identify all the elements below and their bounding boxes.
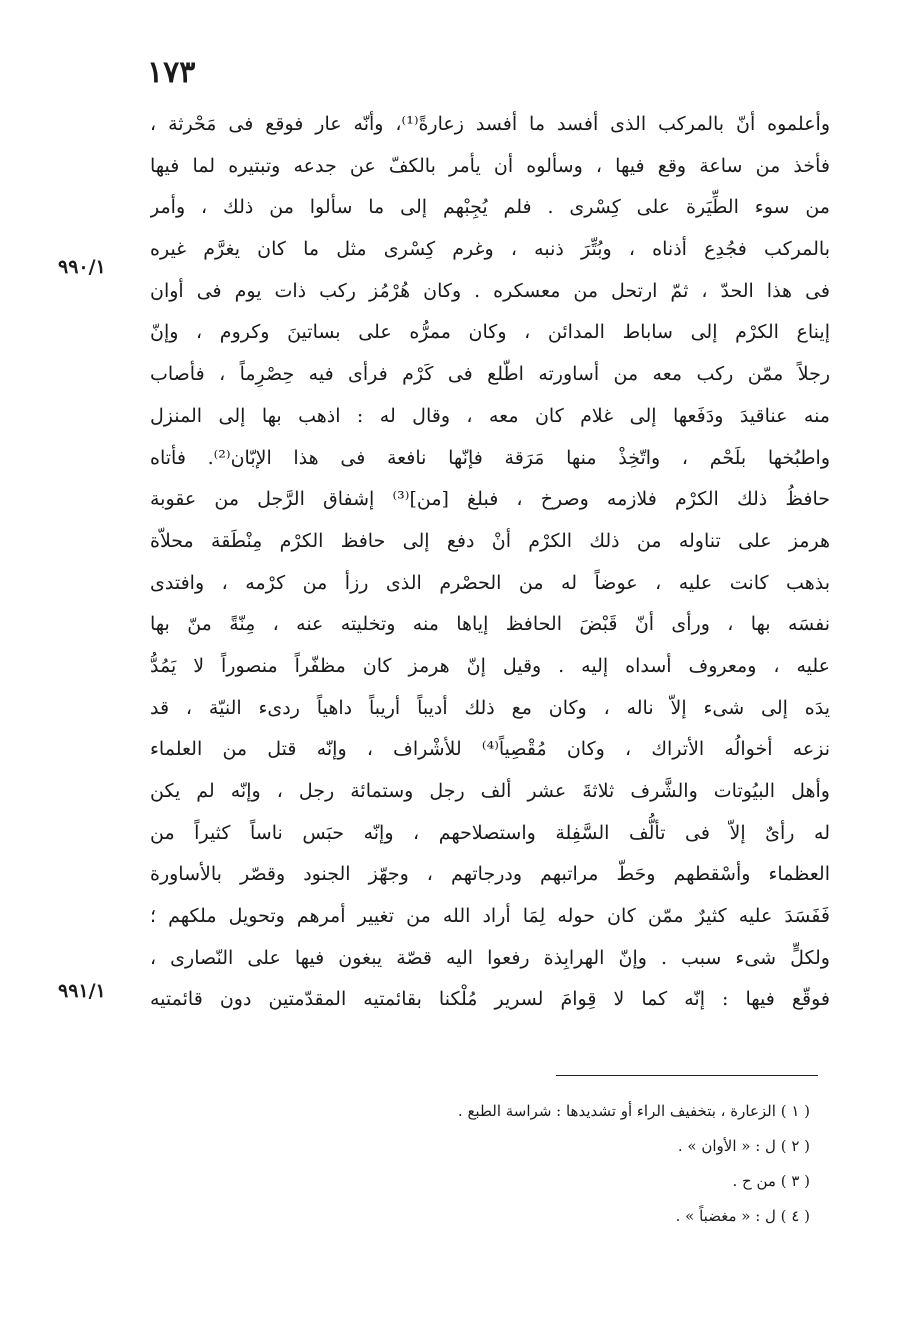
text-line: من سوء الطِّيَرة على كِسْرى . فلم يُجِبْهم إلى ما سألوا من ذلك ، وأمر bbox=[150, 196, 830, 219]
footnote-4: ( ٤ ) ل : « مغضباً » . bbox=[675, 1207, 810, 1225]
text-line: رجلاً ممّن ركب معه من أساورته اطّلع فى كَرْم فرأى فيه حِصْرِماً ، فأصاب bbox=[150, 363, 830, 386]
text-line: ولكلٍّ شىء سبب . وإنّ الهرابِذة رفعوا اليه قصّة يبغون فيها على النّصارى ، bbox=[150, 946, 830, 969]
margin-reference-2: ٩٩١/١ bbox=[58, 980, 106, 1002]
text-line: فَفَسَدَ عليه كثيرٌ ممّن كان حوله لِمَا أراد الله من تغيير أمرهم وتحويل ملكهم ؛ bbox=[150, 905, 830, 928]
text-line: بالمركب فجُدِع أذناه ، وبُتِّرَ ذنبه ، وغرم كِسْرى مثل ما كان يغرَّم غيره bbox=[150, 238, 830, 261]
footnote-2: ( ٢ ) ل : « الأوان » . bbox=[677, 1137, 810, 1155]
text-line: عليه ، ومعروف أسداه إليه . وقيل إنّ هرمز كان مظفّراً منصوراً لا يَمُدُّ bbox=[150, 654, 830, 677]
text-line: واطبُخها بلَحْم ، واتّخِذْ منها مَرَقة فإنّها نافعة فى هذا الإبّان⁽²⁾. فأتاه bbox=[150, 446, 830, 469]
page-number: ١٧٣ bbox=[147, 55, 196, 90]
text-line: هرمز على تناوله من ذلك الكرْم أنْ دفع إلى حافظ الكرْم مِنْطَقة محلاّة bbox=[150, 529, 830, 552]
text-line: العظماء وأسْقطهم وحَطّ مراتبهم ودرجاتهم ، وجهّز الجنود وقصّر بالأساورة bbox=[150, 863, 830, 886]
main-text bbox=[150, 104, 830, 1021]
margin-reference-1: ٩٩٠/١ bbox=[58, 256, 106, 278]
text-line: له رأىٌ إلاّ فى تألُّف السَّفِلة واستصلاحهم ، وإنّه حبَس ناساً كثيراً من bbox=[150, 821, 830, 844]
text-line: فأخذ من ساعة وقع فيها ، وسألوه أن يأمر بالكفّ عن جدعه وتبتيره لما فيها bbox=[150, 154, 830, 177]
text-line: نزعه أخوالُه الأتراك ، وكان مُقْصِياً⁽⁴⁾ للأشْراف ، وإنّه قتل من العلماء bbox=[150, 738, 830, 761]
footnote-3: ( ٣ ) من ح . bbox=[732, 1172, 810, 1190]
footnote-1: ( ١ ) الزعارة ، بتخفيف الراء أو تشديدها : شراسة الطبع . bbox=[457, 1102, 810, 1120]
text-line: وأعلموه أنّ بالمركب الذى أفسد ما أفسد زعارةً⁽¹⁾، وأنّه عار فوقع فى مَحْرثة ، bbox=[150, 113, 830, 135]
footnote-divider bbox=[556, 1075, 818, 1076]
text-line: نفسَه بها ، ورأى أنّ قَبْضَ الحافظ إياها منه وتخليته عنه ، مِنّةً منّ بها bbox=[150, 613, 830, 636]
text-line: فى هذا الحدّ ، ثمّ ارتحل من معسكره . وكان هُرْمُز ركب ذات يوم فى أوان bbox=[150, 279, 830, 302]
text-line: منه عناقيدَ ودَفَعها إلى غلام كان معه ، وقال له : اذهب بها إلى المنزل bbox=[150, 404, 830, 427]
text-line: وأهل البيُوتات والشَّرف ثلاثةَ عشر ألف رجل وستمائة رجل ، وإنّه لم يكن bbox=[150, 780, 830, 802]
footnotes bbox=[300, 1094, 810, 1234]
text-line: فوقّع فيها : إنّه كما لا قِوامَ لسرير مُلْكنا بقائمتيه المقدّمتين دون قائمتيه bbox=[150, 988, 830, 1011]
text-line: حافظُ ذلك الكرْم فلازمه وصرخ ، فبلغ [من]⁽³⁾ إشفاق الرَّجل من عقوبة bbox=[150, 488, 830, 511]
text-line: يدَه إلى شىء إلاّ ناله ، وكان مع ذلك أديباً أريباً داهياً ردىء النيّة ، قد bbox=[150, 696, 830, 719]
text-line: إيناع الكرْم إلى ساباط المدائن ، وكان ممرُّه على بساتينَ وكروم ، وإنّ bbox=[150, 321, 830, 344]
text-line: بذهب كانت عليه ، عوضاً له من الحصْرم الذى رزأ من كرْمه ، وافتدى bbox=[150, 571, 830, 594]
